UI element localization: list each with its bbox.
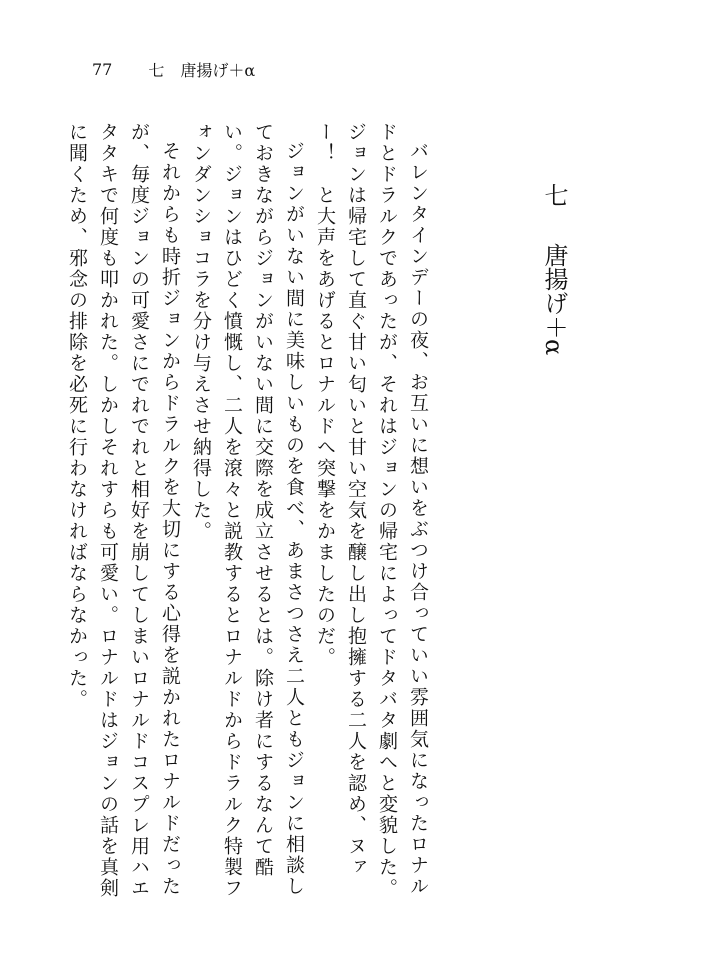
running-header — [92, 58, 255, 80]
paragraph-2: ジョンがいない間に美味しいものを食べ、あまさつさえ二人ともジョンに相談しておきながらジョンがいない間に交際を成立させるとは。除け者にするなんて酷い。ジョンはひどく憤慨し、二人を滾々と説教するとロナルドからドラルク特製フォンダンショコラを分け与えさせ納得した。 — [190, 122, 305, 899]
paragraph-1: バレンタインデーの夜、お互いに想いをぶつけ合っていい雰囲気になったロナルドとドラルクであったが、それはジョンの帰宅によってドタバタ劇へと変貌した。ジョンは帰宅して直ぐ甘い匂いと甘い空気を醸し出し抱擁する二人を認め、ヌァー！ と大声をあげるとロナルドへ突撃をかましたのだ。 — [314, 122, 429, 899]
running-chapter-title: 七 唐揚げ＋α — [148, 60, 256, 80]
chapter-heading — [534, 183, 574, 483]
chapter-title: 唐揚げ＋α — [540, 243, 568, 356]
paragraph-3: それからも時折ジョンからドラルクを大切にする心得を説かれたロナルドだったが、毎度ジョンの可愛さにでれでれと相好を崩してしまいロナルドコスプレ用ハエタタキで何度も叩かれた。しかしそれすらも可愛い。ロナルドはジョンの話を真剣に聞くため、邪念の排除を必死に行わなければならなかった。 — [66, 122, 181, 899]
chapter-number: 七 — [540, 183, 568, 207]
page-number: 77 — [92, 59, 113, 79]
body-text — [61, 122, 433, 912]
